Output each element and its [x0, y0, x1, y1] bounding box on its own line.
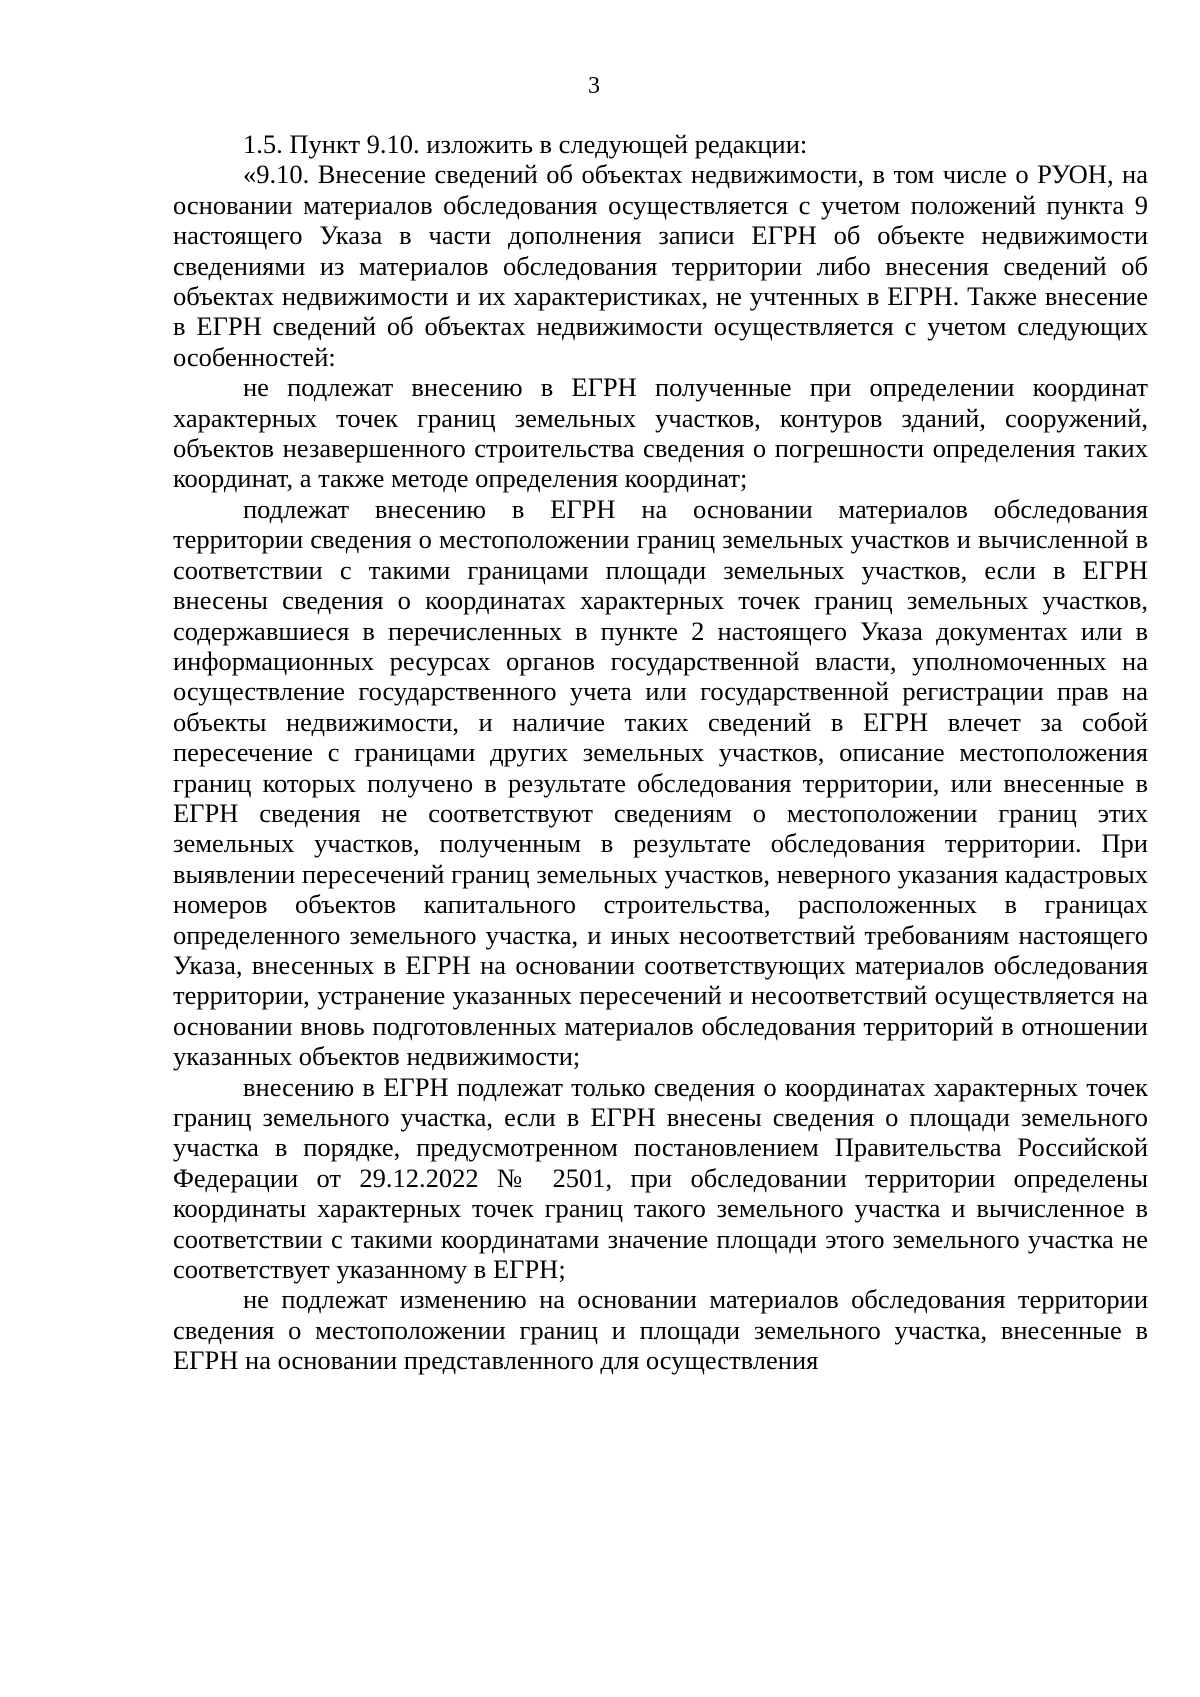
paragraph-not-subject-change: не подлежат изменению на основании материалов обследования территории сведения о местоположении границ и площади земельного участка, внесенные в ЕГРН на основании представленного для осуществления [173, 1284, 1148, 1376]
paragraph-not-subject-accuracy: не подлежат внесению в ЕГРН полученные при определении координат характерных точек границ земельных участков, контуров зданий, сооружений, объектов незавершенного строительства сведения о погрешности определения таких координат, а также методе определения координат; [173, 372, 1148, 494]
paragraph-subject-boundaries: подлежат внесению в ЕГРН на основании материалов обследования территории сведения о местоположении границ земельных участков и вычисленной в соответствии с такими границами площади земельных участков, если в ЕГРН внесены сведения о координатах характерных точек границ земельных участков, содержавшиеся в перечисленных в пункте 2 настоящего Указа документах или в информационных ресурсах органов государственной власти, уполномоченных на осуществление государственного учета или государственной регистрации прав на объекты недвижимости, и наличие таких сведений в ЕГРН влечет за собой пересечение с границами других земельных участков, описание местоположения границ которых получено в результате обследования территории, или внесенные в ЕГРН сведения не соответствуют сведениям о местоположении границ этих земельных участков, полученным в результате обследования территории. При выявлении пересечений границ земельных участков, неверного указания кадастровых номеров объектов капитального строительства, расположенных в границах определенного земельного участка, и иных несоответствий требованиям настоящего Указа, внесенных в ЕГРН на основании соответствующих материалов обследования территории, устранение указанных пересечений и несоответствий осуществляется на основании вновь подготовленных материалов обследования территорий в отношении указанных объектов недвижимости; [173, 493, 1148, 1072]
paragraph-clause-9-10: «9.10. Внесение сведений об объектах недвижимости, в том числе о РУОН, на основании материалов обследования осуществляется с учетом положений пункта 9 настоящего Указа в части дополнения записи ЕГРН об объекте недвижимости сведениями из материалов обследования территории либо внесения сведений об объектах недвижимости и их характеристиках, не учтенных в ЕГРН. Также внесение в ЕГРН сведений об объектах недвижимости осуществляется с учетом следующих особенностей: [173, 159, 1148, 372]
page-number: 3 [588, 73, 600, 99]
document-body [173, 129, 1148, 1376]
paragraph-coordinates-only: внесению в ЕГРН подлежат только сведения о координатах характерных точек границ земельного участка, если в ЕГРН внесены сведения о площади земельного участка в порядке, предусмотренном постановлением Правительства Российской Федерации от 29.12.2022 № 2501, при обследовании территории определены координаты характерных точек границ такого земельного участка и вычисленное в соответствии с такими координатами значение площади этого земельного участка не соответствует указанному в ЕГРН; [173, 1071, 1148, 1285]
paragraph-amendment-intro: 1.5. Пункт 9.10. изложить в следующей редакции: [243, 129, 808, 159]
